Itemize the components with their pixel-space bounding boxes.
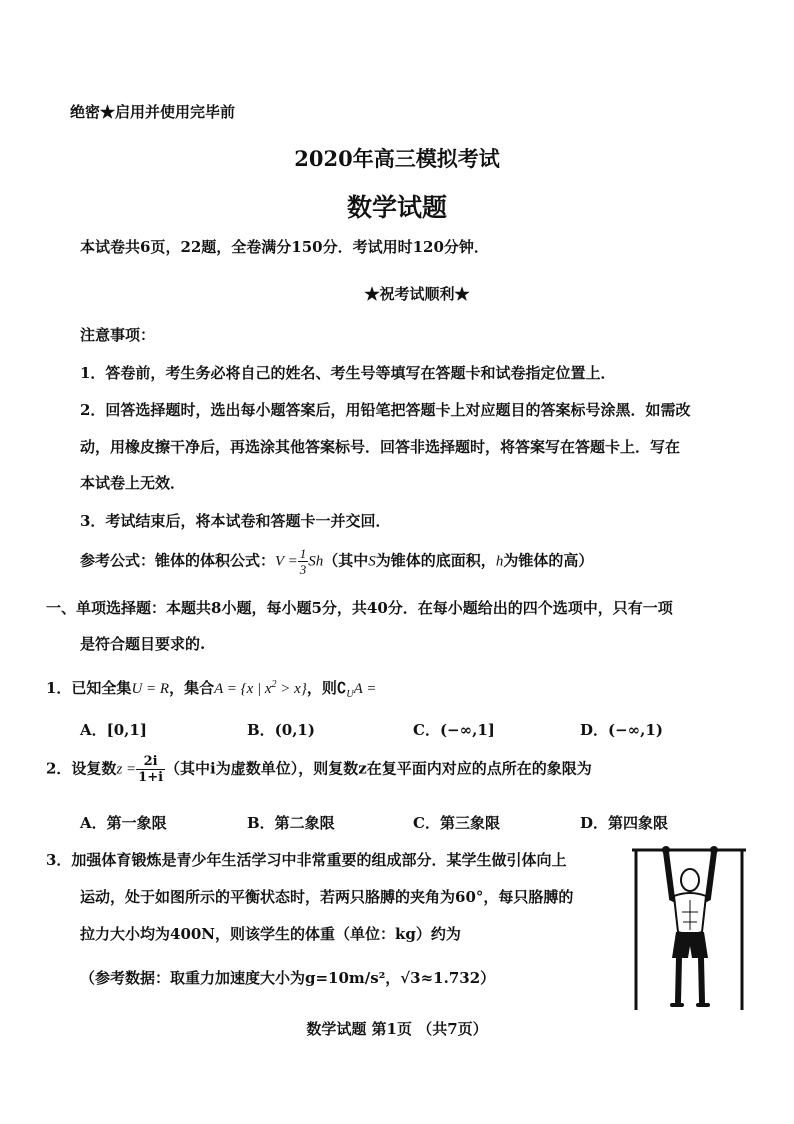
q1-option-c: C．(−∞,1] <box>413 721 495 739</box>
formula-note-c: 为锥体的高） <box>503 551 594 570</box>
formula-var-h: h <box>495 553 504 570</box>
good-luck-line: ★祝考试顺利★ <box>364 285 470 303</box>
q1-universal-set: U = R <box>131 681 170 697</box>
q2-option-d: D．第四象限 <box>580 814 669 832</box>
note-item-2-line-1: 2．回答选择题时，选出每小题答案后，用铅笔把答题卡上对应题目的答案标号涂黑．如需改 <box>80 401 691 419</box>
q1-set-a: A = {x | x <box>214 681 272 697</box>
q2-suffix: （其中i为虚数单位），则复数z在复平面内对应的点所在的象限为 <box>165 759 592 778</box>
q1-prefix: 1．已知全集 <box>46 679 132 697</box>
q1-set-b: > x} <box>276 681 307 697</box>
formula-prefix: 参考公式：锥体的体积公式： <box>80 551 276 570</box>
q2-option-a: A．第一象限 <box>80 814 167 832</box>
formula-note-b: 为锥体的底面积， <box>375 551 496 570</box>
q1-suffix: ，则∁ <box>306 679 347 697</box>
formula-rhs: Sh <box>308 553 324 570</box>
question-1-stem <box>46 677 376 700</box>
note-item-1: 1．答卷前，考生务必将自己的姓名、考生号等填写在答题卡和试卷指定位置上． <box>80 364 616 382</box>
q2-fraction-denominator: 1+i <box>138 770 164 785</box>
note-item-3: 3．考试结束后，将本试卷和答题卡一并交回． <box>80 512 391 530</box>
page-footer: 数学试题 第1页 （共7页） <box>306 1020 488 1038</box>
q1-option-a: A．[0,1] <box>80 721 147 739</box>
formula-fraction <box>298 546 309 577</box>
note-item-2-line-3: 本试卷上无效． <box>80 474 186 492</box>
q2-option-b: B．第二象限 <box>247 814 335 832</box>
exam-title: 2020年高三模拟考试 <box>294 146 500 171</box>
formula-var-s: S <box>368 553 376 570</box>
formula-note-a: （其中 <box>323 551 369 570</box>
subject-title: 数学试题 <box>346 193 447 222</box>
q1-option-b: B．(0,1) <box>247 721 315 739</box>
q3-line-2: 运动，处于如图所示的平衡状态时，若两只胳膊的夹角为60°，每只胳膊的 <box>80 888 574 906</box>
q3-line-3: 拉力大小均为400N，则该学生的体重（单位：kg）约为 <box>80 925 461 943</box>
confidential-mark: 绝密★启用并使用完毕前 <box>70 103 236 121</box>
reference-formula <box>80 546 593 577</box>
pull-up-figure <box>628 840 752 1012</box>
q2-prefix: 2．设复数 <box>46 759 117 778</box>
q1-exponent: 2 <box>271 679 277 690</box>
q3-line-1: 3．加强体育锻炼是青少年生活学习中非常重要的组成部分．某学生做引体向上 <box>46 851 567 869</box>
q1-option-d: D．(−∞,1) <box>580 721 663 739</box>
q2-fraction-numerator: 2i <box>136 754 165 770</box>
q3-line-4: （参考数据：取重力加速度大小为g=10m/s²，√3≈1.732） <box>80 969 496 987</box>
q1-subscript: U <box>346 689 354 700</box>
notes-heading: 注意事项： <box>80 326 156 344</box>
exam-summary: 本试卷共6页，22题，全卷满分150分．考试用时120分钟． <box>80 238 489 256</box>
note-item-2-line-2: 动，用橡皮擦干净后，再选涂其他答案标号．回答非选择题时，将答案写在答题卡上．写在 <box>80 438 681 456</box>
q1-tail: A = <box>353 681 377 697</box>
formula-fraction-denominator: 3 <box>299 562 307 577</box>
q1-mid: ，集合 <box>169 679 215 697</box>
section-1-heading-line-2: 是符合题目要求的. <box>80 635 206 653</box>
question-2-stem <box>46 754 592 785</box>
q2-z-eq: z = <box>116 761 137 778</box>
formula-fraction-numerator: 1 <box>299 546 307 561</box>
q2-fraction <box>136 754 165 785</box>
formula-lhs: V = <box>275 553 298 570</box>
section-1-heading-line-1: 一、单项选择题：本题共8小题，每小题5分，共40分．在每小题给出的四个选项中，只有一项 <box>46 599 673 617</box>
q2-option-c: C．第三象限 <box>413 814 500 832</box>
